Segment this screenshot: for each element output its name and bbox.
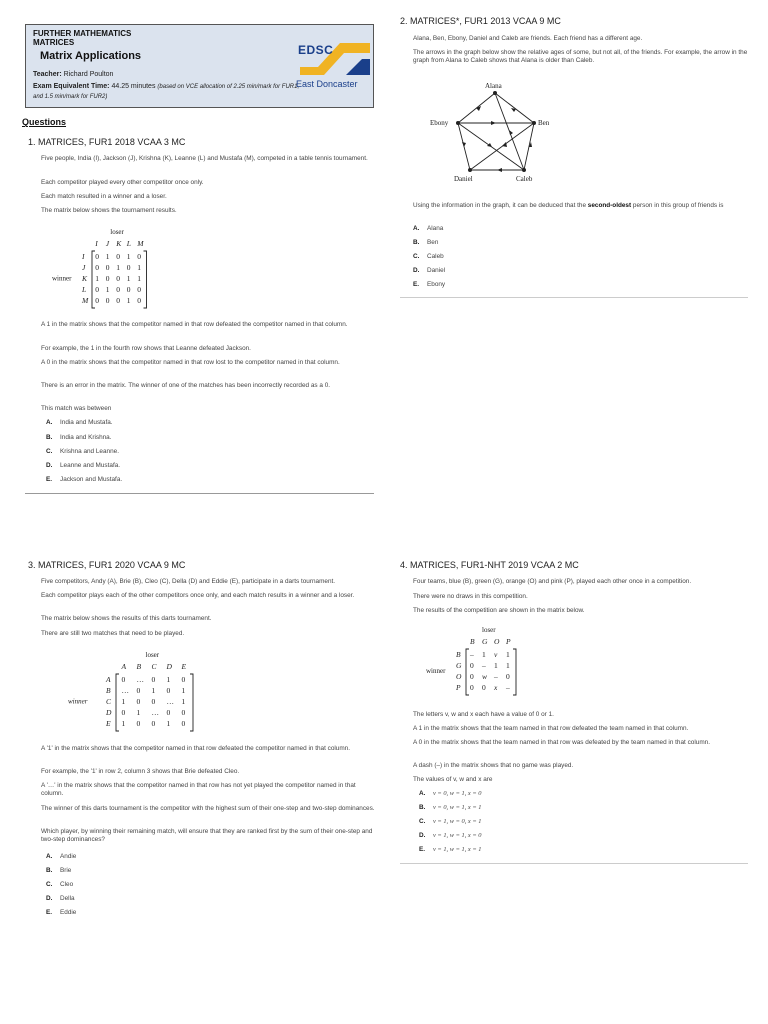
worksheet-header [25, 24, 374, 108]
q2-paragraph-1: Alana, Ben, Ebony, Daniel and Caleb are friends. Each friend has a different age. [413, 35, 643, 42]
q4-matrix-cell: 0 [482, 683, 486, 692]
q3-matrix-row-head: A [106, 675, 111, 684]
teacher-name: Richard Poulton [63, 71, 114, 78]
q1-matrix-cell: 0 [95, 263, 99, 272]
q1-matrix-col-head: J [105, 239, 110, 248]
q1-matrix-cell: 1 [137, 263, 141, 272]
q1-option-a[interactable]: A. India and Mustafa. [46, 419, 113, 426]
q3-matrix-row-head: D [106, 708, 112, 717]
q3-matrix-cell: 0 [136, 686, 141, 695]
q3-option-d[interactable]: D. Della [46, 895, 75, 902]
q3-option-a[interactable]: A. Andie [46, 853, 77, 860]
q3-matrix-cell: 1 [181, 686, 186, 695]
q1-matrix-col-head: L [126, 239, 131, 248]
teacher-line: Teacher: Richard Poulton [33, 71, 114, 78]
q3-matrix-cell: 0 [151, 675, 156, 684]
subject-subtitle: MATRICES [33, 38, 75, 47]
q4-option-b[interactable]: B. v = 0, w = 1, x = 1 [419, 804, 482, 811]
q4-matrix-cell: v [494, 650, 498, 659]
q2-paragraph-3: Using the information in the graph, it can be deduced that the second-oldest person in this group of friends is [413, 202, 724, 209]
q3-matrix-col-head: A [121, 662, 127, 671]
q4-matrix-cell: 1 [494, 661, 498, 670]
graph-node-ebony: Ebony [430, 119, 449, 127]
q1-matrix-right-bracket [144, 251, 147, 308]
q1-matrix-side-label: winner [52, 274, 72, 283]
q4-paragraph-4: The letters v, w and x each have a value of 0 or 1. [413, 711, 554, 718]
q4-option-e[interactable]: E. v = 1, w = 1, x = 1 [419, 846, 482, 853]
q3-title: 3. MATRICES, FUR1 2020 VCAA 9 MC [28, 560, 186, 570]
exam-time-note: (based on VCE allocation of 2.25 min/mark for FUR1, and 1.5 min/mark for FUR2) [33, 84, 300, 100]
q1-option-d[interactable]: D. Leanne and Mustafa. [46, 462, 121, 469]
q3-matrix-side-label: winner [68, 697, 88, 706]
q1-paragraph-7: A 0 in the matrix shows that the competitor named in that row lost to the competitor named in that column. [41, 359, 340, 366]
q4-matrix-row-head: O [456, 672, 462, 681]
q3-matrix-col-head: B [136, 662, 142, 671]
q1-matrix-cell: 0 [116, 285, 120, 294]
q3-matrix-row-head: E [106, 719, 111, 728]
q4-matrix-col-head: B [470, 637, 475, 646]
q3-matrix-cell: 0 [136, 697, 141, 706]
q3-matrix-cell: 0 [121, 675, 126, 684]
q3-matrix-cell: 1 [121, 719, 126, 728]
q3-option-b[interactable]: B. Brie [46, 867, 72, 874]
q3-matrix-col-head: E [181, 662, 187, 671]
q4-option-d[interactable]: D. v = 1, w = 1, x = 0 [419, 832, 482, 839]
q1-matrix-cell: 0 [137, 285, 141, 294]
q2-divider [400, 297, 748, 298]
q3-matrix-cell: 0 [151, 719, 156, 728]
q1-option-e[interactable]: E. Jackson and Mustafa. [46, 476, 123, 483]
q4-matrix-cell: 0 [470, 672, 474, 681]
q4-paragraph-3: The results of the competition are shown in the matrix below. [413, 607, 585, 614]
q1-option-b[interactable]: B. India and Krishna. [46, 434, 112, 441]
logo-text: EDSC [298, 43, 334, 57]
graph-node-daniel: Daniel [454, 175, 473, 183]
q3-paragraph-3: The matrix below shows the results of this darts tournament. [41, 615, 212, 622]
q1-matrix-col-head: I [95, 239, 98, 248]
q4-paragraph-5: A 1 in the matrix shows that the team named in that row defeated the team named in that column. [413, 725, 689, 732]
q2-option-b[interactable]: B. Ben [413, 239, 439, 246]
q1-matrix-cell: 1 [116, 263, 120, 272]
q3-matrix-col-head: D [166, 662, 172, 671]
graph-node-alana: Alana [485, 82, 502, 90]
q1-matrix-cell: 1 [137, 274, 141, 283]
graph-node-ben: Ben [538, 119, 550, 127]
q1-divider [25, 493, 374, 494]
topic-title: Matrix Applications [40, 50, 142, 62]
q1-paragraph-5: A 1 in the matrix shows that the competitor named in that row defeated the competitor named in that column. [41, 321, 348, 328]
q3-paragraph-9: Which player, by winning their remaining match, will ensure that they are ranked first by the sum of their one-step and two-step dominances? [41, 828, 373, 843]
q1-paragraph-2: Each competitor played every other competitor once only. [41, 179, 204, 186]
q1-matrix-cell: 0 [116, 252, 120, 261]
q1-matrix-cell: 0 [116, 274, 120, 283]
q4-matrix-row-head: P [456, 683, 461, 692]
q3-matrix-row-head: B [106, 686, 111, 695]
subject-title: FURTHER MATHEMATICS [33, 29, 132, 38]
q1-matrix-row-head: L [82, 285, 87, 294]
q4-matrix-cell: w [482, 672, 488, 681]
q3-matrix-row-head: C [106, 697, 112, 706]
q1-option-c[interactable]: C. Krishna and Leanne. [46, 448, 119, 455]
q4-paragraph-2: There were no draws in this competition. [413, 593, 528, 600]
q1-matrix-top-label: loser [110, 228, 124, 236]
q3-matrix-cell: … [136, 675, 144, 684]
q4-title: 4. MATRICES, FUR1-NHT 2019 VCAA 2 MC [400, 560, 579, 570]
q4-matrix-cell: 1 [506, 661, 510, 670]
q1-paragraph-6: For example, the 1 in the fourth row shows that Leanne defeated Jackson. [41, 345, 251, 352]
q4-matrix-cell: – [470, 650, 474, 659]
q3-matrix-cell: 0 [166, 686, 171, 695]
q4-results-matrix [420, 626, 530, 702]
q4-matrix-cell: 0 [470, 683, 474, 692]
q4-paragraph-8: The values of v, w and x are [413, 776, 493, 783]
q4-matrix-cell: – [482, 661, 486, 670]
q4-paragraph-1: Four teams, blue (B), green (G), orange (O) and pink (P), played each other once in a competition. [413, 578, 692, 585]
q3-matrix-cell: 0 [181, 719, 186, 728]
q1-title: 1. MATRICES, FUR1 2018 VCAA 3 MC [28, 137, 186, 147]
q1-matrix-row-head: I [82, 252, 85, 261]
q3-matrix-cell: 0 [181, 675, 186, 684]
q1-matrix-col-head: M [137, 239, 144, 248]
q3-matrix-cell: 0 [151, 697, 156, 706]
logo-subtitle: East Doncaster [296, 79, 358, 89]
q2-title: 2. MATRICES*, FUR1 2013 VCAA 9 MC [400, 16, 561, 26]
q4-paragraph-6: A 0 in the matrix shows that the team named in that row was defeated by the team named in that column. [413, 739, 710, 746]
q3-option-c[interactable]: C. Cleo [46, 881, 74, 888]
q1-matrix-cell: 0 [137, 296, 141, 305]
q3-paragraph-1: Five competitors, Andy (A), Brie (B), Cleo (C), Della (D) and Eddie (E), participate in a darts tournament. [41, 578, 336, 585]
q1-paragraph-1: Five people, India (I), Jackson (J), Krishna (K), Leanne (L) and Mustafa (M), competed in a table tennis tournament. [41, 155, 368, 162]
q4-matrix-cell: 0 [470, 661, 474, 670]
q1-matrix-cell: 1 [105, 252, 110, 261]
q3-matrix-cell: 0 [166, 708, 171, 717]
q4-matrix-col-head: O [494, 637, 500, 646]
q1-matrix-cell: 0 [137, 252, 141, 261]
q1-matrix-cell: 1 [126, 274, 131, 283]
q3-matrix-cell: … [151, 708, 159, 717]
q3-matrix-cell: 1 [136, 708, 141, 717]
questions-heading: Questions [22, 117, 67, 127]
q3-matrix-cell: 0 [121, 708, 126, 717]
q1-matrix-cell: 0 [105, 263, 110, 272]
q4-matrix-right-bracket [513, 649, 516, 695]
q3-matrix-col-head: C [151, 662, 157, 671]
q4-matrix-cell: 0 [506, 672, 510, 681]
q3-matrix-cell: 1 [166, 719, 171, 728]
q3-matrix-top-label: loser [145, 651, 160, 659]
q2-option-d[interactable]: D. Daniel [413, 267, 446, 274]
q3-paragraph-2: Each competitor plays each of the other competitors once only, and each match results in a winner and a loser. [41, 592, 355, 599]
q3-matrix-cell: 0 [181, 708, 186, 717]
q3-matrix-cell: … [166, 697, 174, 706]
q1-matrix-cell: 0 [105, 296, 110, 305]
q4-paragraph-7: A dash (–) in the matrix shows that no game was played. [413, 762, 574, 769]
q4-matrix-col-head: P [506, 637, 511, 646]
q4-matrix-cell: – [506, 683, 510, 692]
q3-option-e[interactable]: E. Eddie [46, 909, 77, 916]
q3-matrix-cell: 1 [181, 697, 186, 706]
q4-matrix-row-head: G [456, 661, 462, 670]
q1-paragraph-8: There is an error in the matrix. The winner of one of the matches has been incorrectly recorded as a 0. [41, 382, 331, 389]
graph-node-caleb: Caleb [516, 175, 533, 183]
q4-matrix-side-label: winner [426, 667, 446, 675]
q1-matrix-cell: 0 [95, 252, 99, 261]
q4-option-c[interactable]: C. v = 1, w = 0, x = 1 [419, 818, 482, 825]
q3-matrix-right-bracket [190, 674, 193, 731]
q3-matrix-cell: … [121, 686, 129, 695]
q4-matrix-top-label: loser [482, 626, 496, 634]
q3-paragraph-5: A '1' in the matrix shows that the competitor named in that row defeated the competitor named in that column. [41, 745, 350, 752]
q1-matrix-cell: 0 [116, 296, 120, 305]
q3-matrix-left-bracket [116, 674, 119, 731]
q2-paragraph-2: The arrows in the graph below show the relative ages of some, but not all, of the friends. For example, the arrow in the graph from Alana to Caleb shows that Alana is older than Caleb. [413, 49, 748, 64]
q1-results-matrix [50, 226, 160, 312]
q4-matrix-col-head: G [482, 637, 488, 646]
q1-matrix-cell: 1 [126, 296, 131, 305]
q1-matrix-col-head: K [116, 239, 122, 248]
q2-age-graph [424, 80, 564, 186]
q1-paragraph-4: The matrix below shows the tournament results. [41, 207, 177, 214]
q3-matrix-cell: 1 [166, 675, 171, 684]
q3-paragraph-8: The winner of this darts tournament is the competitor with the highest sum of their one-step and two-step dominances. [41, 805, 375, 812]
q1-matrix-cell: 0 [126, 263, 131, 272]
q3-matrix-cell: 0 [136, 719, 141, 728]
q1-matrix-cell: 0 [95, 285, 99, 294]
q3-results-matrix [64, 649, 204, 735]
q3-paragraph-6: For example, the '1' in row 2, column 3 shows that Brie defeated Cleo. [41, 768, 240, 775]
q1-matrix-cell: 0 [95, 296, 99, 305]
q4-divider [400, 863, 748, 864]
school-logo [296, 41, 372, 93]
q2-option-e[interactable]: E. Ebony [413, 281, 446, 288]
q1-matrix-row-head: K [82, 274, 88, 283]
q1-paragraph-9: This match was between [41, 405, 112, 412]
q3-paragraph-7: A '…' in the matrix shows that the competitor named in that row has not yet played the competitor named in that column. [41, 782, 356, 797]
q1-paragraph-3: Each match resulted in a winner and a loser. [41, 193, 167, 200]
q4-matrix-row-head: B [456, 650, 461, 659]
q1-matrix-row-head: J [82, 263, 86, 272]
q1-matrix-cell: 0 [126, 285, 131, 294]
q3-paragraph-4: There are still two matches that need to be played. [41, 630, 185, 637]
q2-option-a[interactable]: A. Alana [413, 225, 444, 232]
exam-time-value: 44.25 minutes [111, 83, 156, 90]
q1-matrix-cell: 1 [126, 252, 131, 261]
q4-matrix-cell: 1 [506, 650, 510, 659]
q1-matrix-cell: 1 [105, 285, 110, 294]
q2-option-c[interactable]: C. Caleb [413, 253, 444, 260]
q3-matrix-cell: 1 [151, 686, 156, 695]
q4-matrix-cell: 1 [482, 650, 486, 659]
q1-matrix-cell: 1 [95, 274, 99, 283]
q1-matrix-row-head: M [82, 296, 89, 305]
q4-matrix-cell: x [494, 683, 498, 692]
exam-time-line: Exam Equivalent Time: 44.25 minutes (based on VCE allocation of 2.25 min/mark for FUR1, and 1.5 min/mark for FUR2) [33, 83, 300, 100]
q4-option-a[interactable]: A. v = 0, w = 1, x = 0 [419, 790, 482, 797]
q1-matrix-cell: 0 [105, 274, 110, 283]
q4-matrix-left-bracket [466, 649, 469, 695]
q3-matrix-cell: 1 [121, 697, 126, 706]
q4-matrix-cell: – [494, 672, 498, 681]
